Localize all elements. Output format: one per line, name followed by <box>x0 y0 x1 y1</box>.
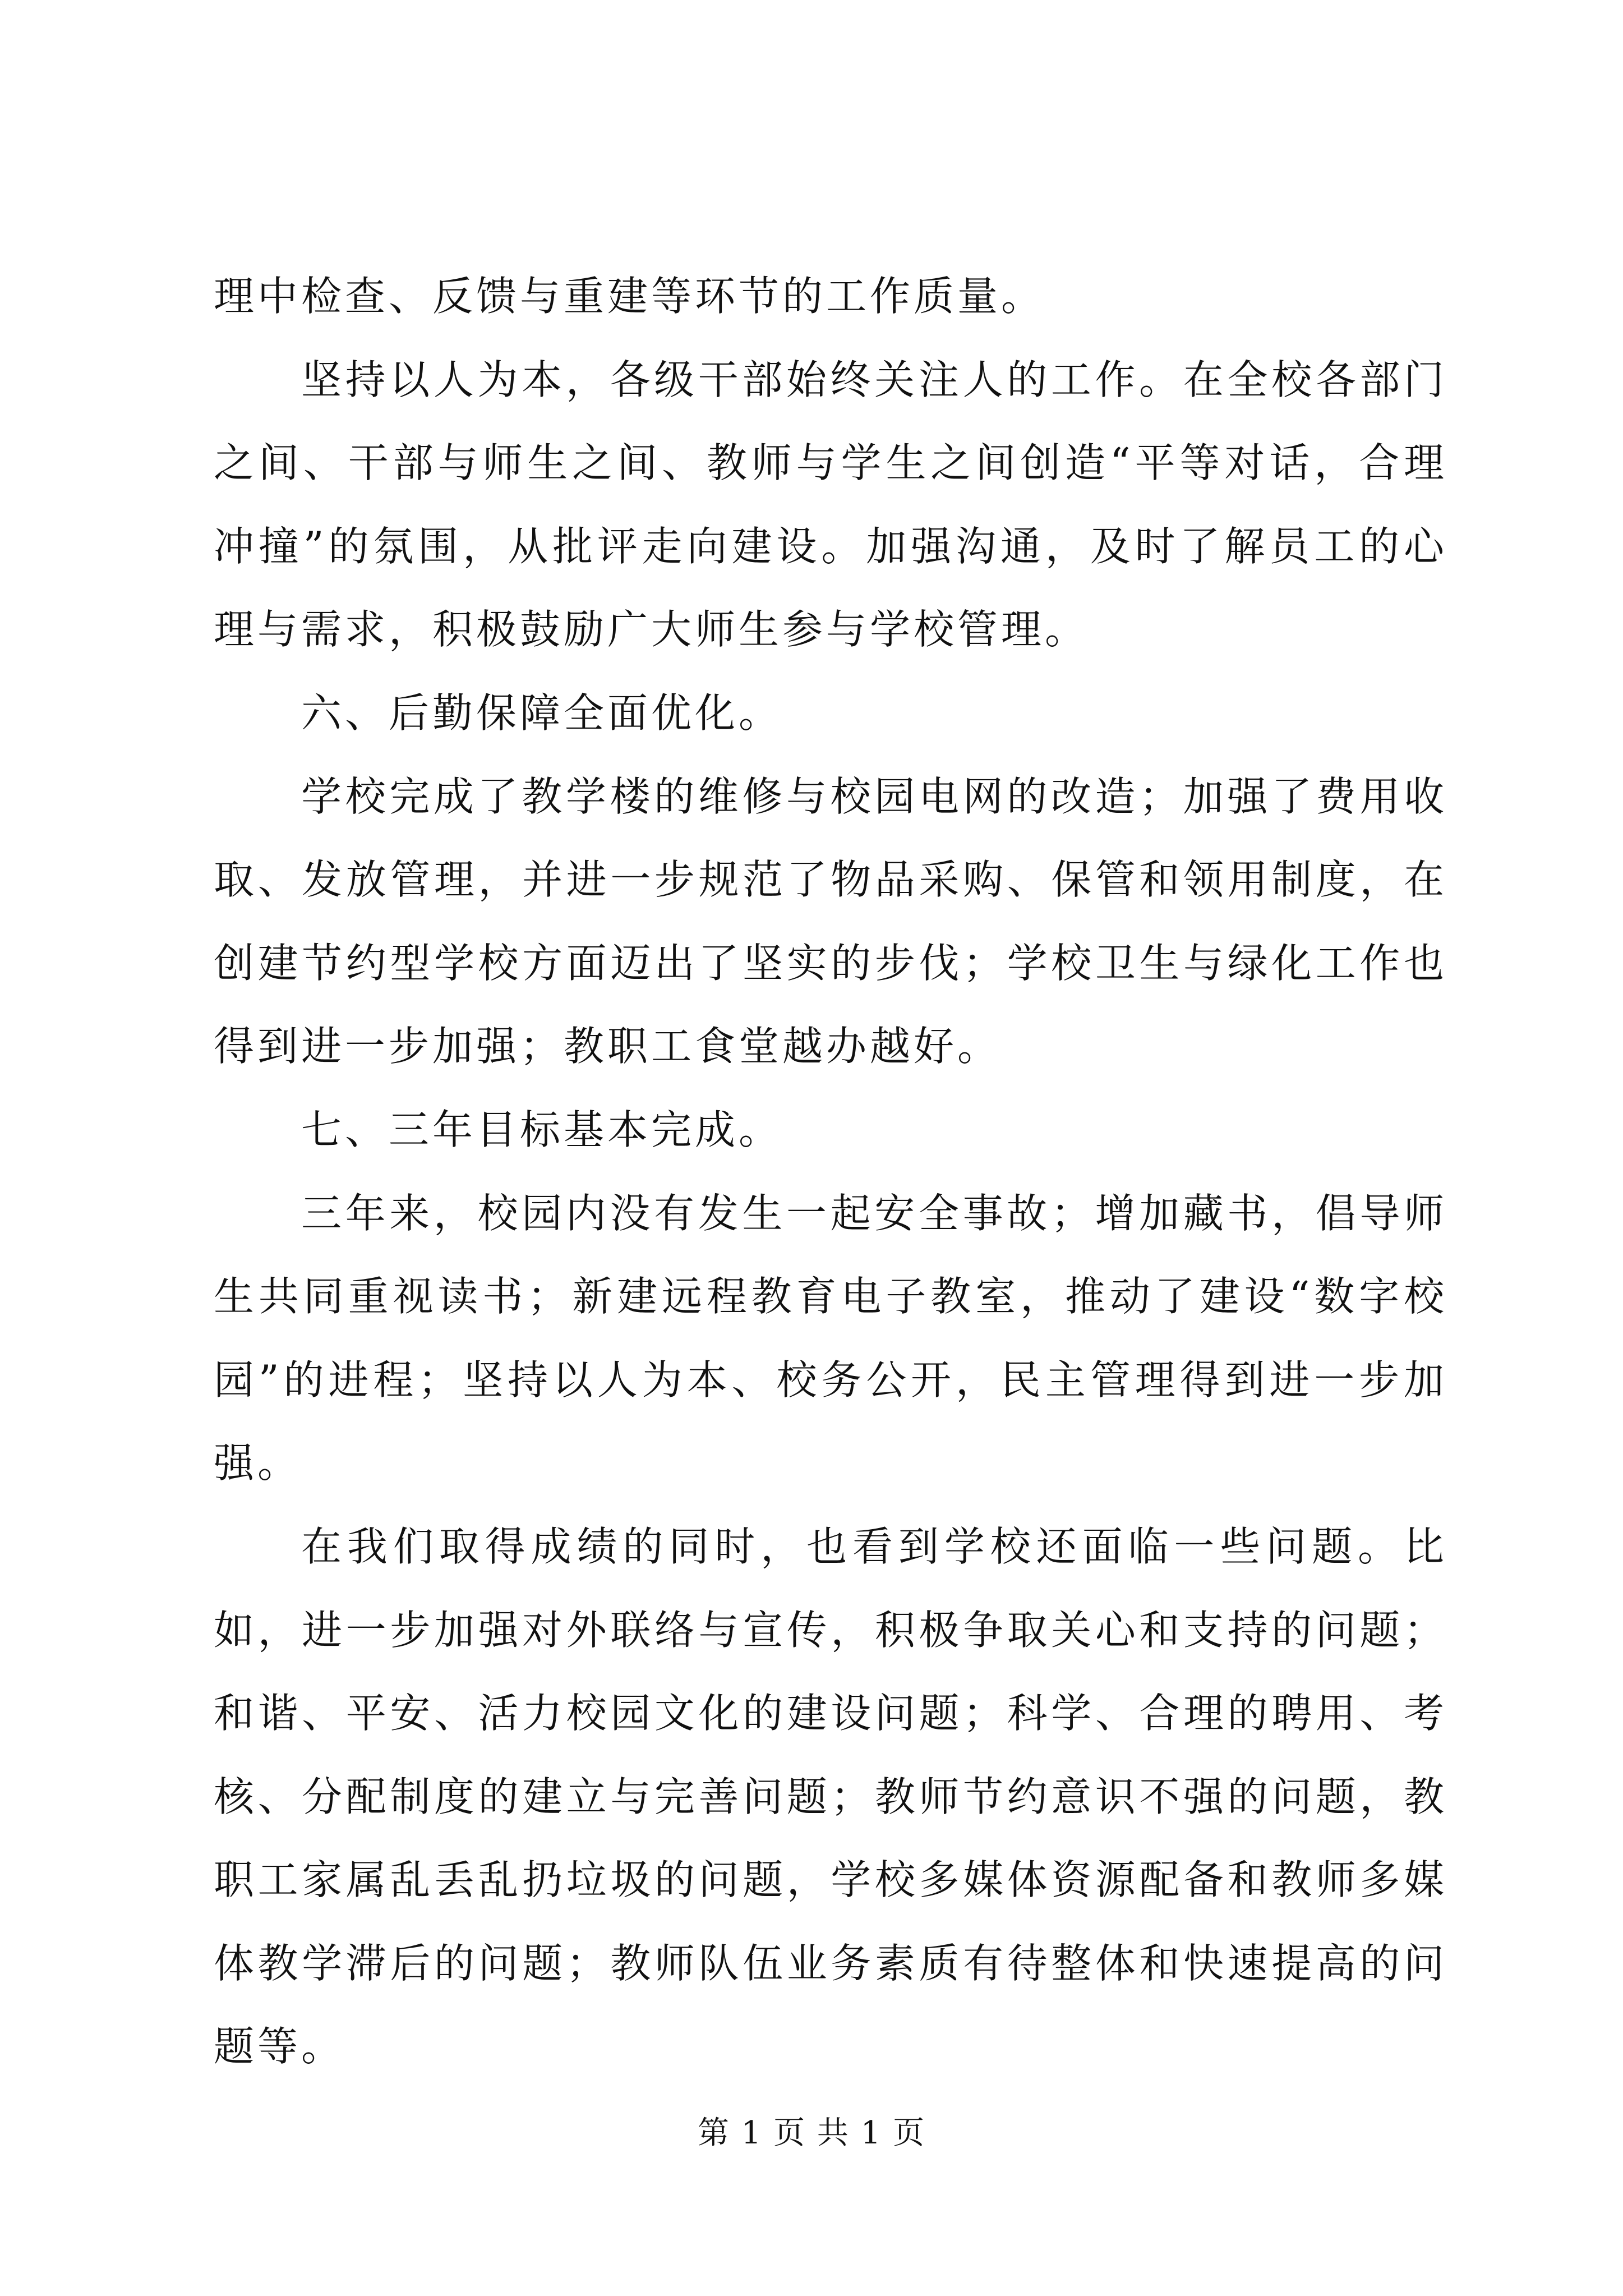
section-heading-three-year-goals: 七、三年目标基本完成。 <box>301 1106 783 1153</box>
paragraph-people-oriented: 坚持以人为本，各级干部始终关注人的工作。在全校各部门之间、干部与师生之间、教师与学生之间创造“平等对话，合理冲撞”的氛围，从批评走向建设。加强沟通，及时了解员工的心理与需求，积极鼓励广大师生参与学校管理。 <box>214 356 1447 654</box>
section-heading-logistics: 六、后勤保障全面优化。 <box>301 689 783 737</box>
paragraph-problems: 在我们取得成绩的同时，也看到学校还面临一些问题。比如，进一步加强对外联络与宣传，积极争取关心和支持的问题；和谐、平安、活力校园文化的建设问题；科学、合理的聘用、考核、分配制度的建立与完善问题；教师节约意识不强的问题，教职工家属乱丢乱扔垃圾的问题，学校多媒体资源配备和教师多媒体教学滞后的问题；教师队伍业务素质有待整体和快速提高的问题等。 <box>214 1522 1447 2070</box>
paragraph-logistics: 学校完成了教学楼的维修与校园电网的改造；加强了费用收取、发放管理，并进一步规范了物品采购、保管和领用制度，在创建节约型学校方面迈出了坚实的步伐；学校卫生与绿化工作也得到进一步加强；教职工食堂越办越好。 <box>214 772 1447 1070</box>
document-body <box>214 255 1447 2088</box>
page-footer: 第 1 页 共 1 页 <box>697 2115 926 2151</box>
paragraph-three-year-goals: 三年来，校园内没有发生一起安全事故；增加藏书，倡导师生共同重视读书；新建远程教育电子教室，推动了建设“数字校园”的进程；坚持以人为本、校务公开，民主管理得到进一步加强。 <box>214 1189 1447 1487</box>
paragraph-continuation: 理中检查、反馈与重建等环节的工作质量。 <box>214 273 1045 320</box>
